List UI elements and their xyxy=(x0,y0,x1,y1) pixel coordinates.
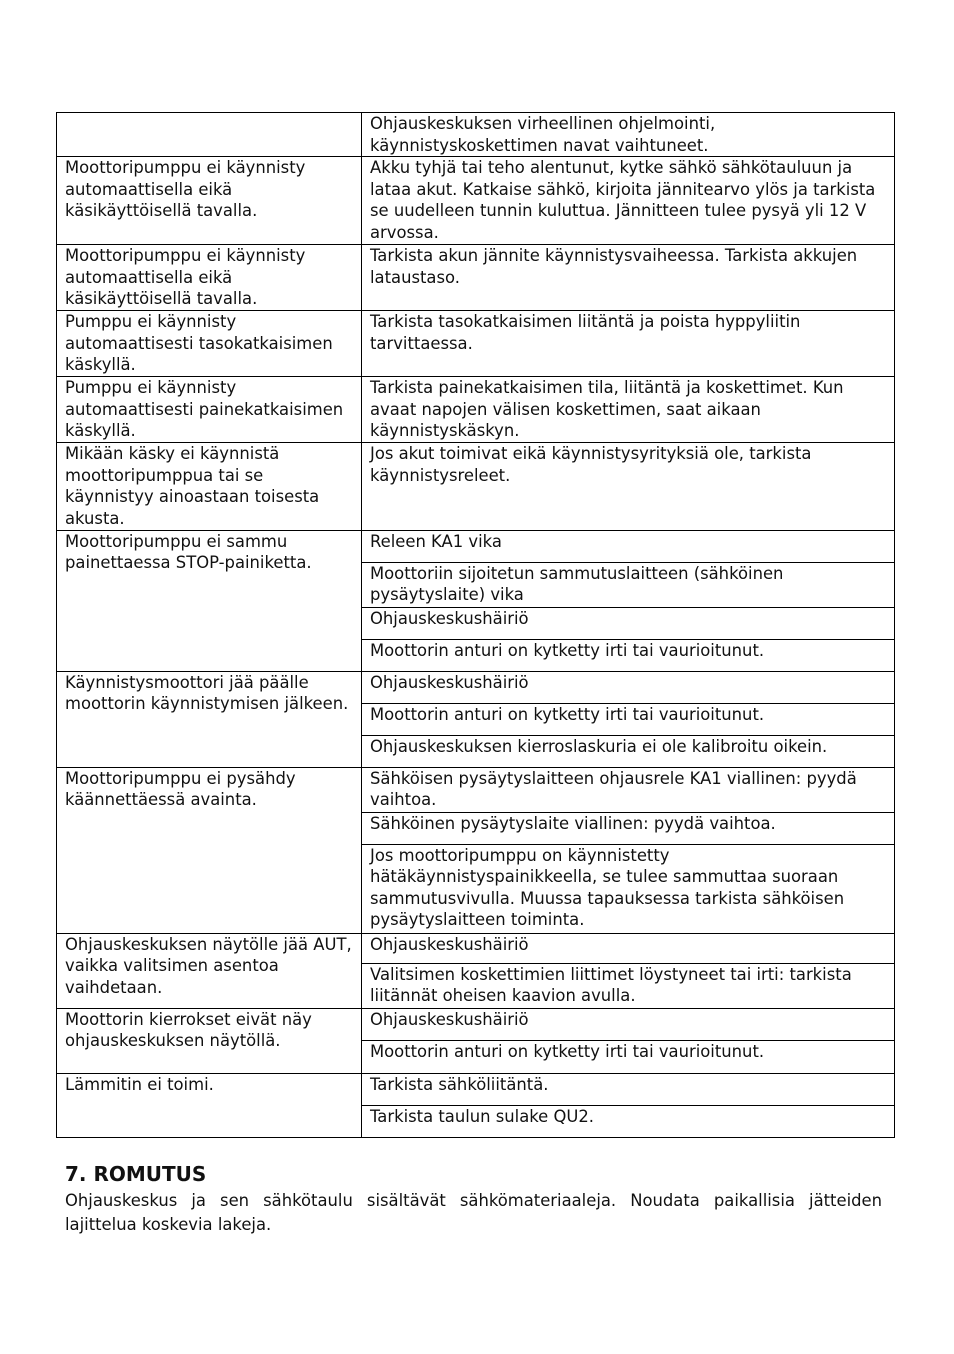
action-cell: Moottorin anturi on kytketty irti tai vaurioitunut. xyxy=(362,703,895,735)
troubleshooting-table-body xyxy=(57,113,895,1138)
action-cell: Moottorin anturi on kytketty irti tai vaurioitunut. xyxy=(362,1040,895,1073)
action-cell: Ohjauskeskuksen kierroslaskuria ei ole kalibroitu oikein. xyxy=(362,735,895,767)
action-cell: Releen KA1 vika xyxy=(362,530,895,562)
symptom-cell: Moottorin kierrokset eivät näy ohjauskeskuksen näytöllä. xyxy=(57,1008,362,1073)
table-row xyxy=(57,767,895,812)
symptom-cell: Ohjauskeskuksen näytölle jää AUT, vaikka valitsimen asentoa vaihdetaan. xyxy=(57,933,362,1008)
symptom-cell xyxy=(57,113,362,157)
table-row xyxy=(57,157,895,245)
action-cell: Ohjauskeskushäiriö xyxy=(362,1008,895,1040)
table-row xyxy=(57,1073,895,1105)
action-cell: Sähköinen pysäytyslaite viallinen: pyydä vaihtoa. xyxy=(362,812,895,844)
symptom-cell: Mikään käsky ei käynnistä moottoripumppua tai se käynnistyy ainoastaan toisesta akusta. xyxy=(57,443,362,530)
action-cell: Tarkista sähköliitäntä. xyxy=(362,1073,895,1105)
action-cell: Tarkista tasokatkaisimen liitäntä ja poista hyppyliitin tarvittaessa. xyxy=(362,311,895,377)
symptom-cell: Pumppu ei käynnisty automaattisesti painekatkaisimen käskyllä. xyxy=(57,377,362,443)
table-row xyxy=(57,1008,895,1040)
action-cell: Jos akut toimivat eikä käynnistysyrityksiä ole, tarkista käynnistysreleet. xyxy=(362,443,895,530)
action-cell: Tarkista taulun sulake QU2. xyxy=(362,1105,895,1137)
table-row xyxy=(57,671,895,703)
troubleshooting-table-container xyxy=(56,112,894,1138)
table-row xyxy=(57,443,895,530)
action-cell: Ohjauskeskushäiriö xyxy=(362,933,895,963)
action-cell: Moottoriin sijoitetun sammutuslaitteen (sähköinen pysäytyslaite) vika xyxy=(362,562,895,607)
symptom-cell: Moottoripumppu ei käynnisty automaattisella eikä käsikäyttöisellä tavalla. xyxy=(57,245,362,311)
table-row xyxy=(57,245,895,311)
symptom-cell: Pumppu ei käynnisty automaattisesti tasokatkaisimen käskyllä. xyxy=(57,311,362,377)
troubleshooting-table xyxy=(56,112,895,1138)
table-row xyxy=(57,530,895,562)
section-title: 7. ROMUTUS xyxy=(65,1162,207,1186)
action-cell: Sähköisen pysäytyslaitteen ohjausrele KA1 viallinen: pyydä vaihtoa. xyxy=(362,767,895,812)
symptom-cell: Moottoripumppu ei pysähdy käännettäessä avainta. xyxy=(57,767,362,933)
action-cell: Ohjauskeskushäiriö xyxy=(362,671,895,703)
symptom-cell: Käynnistysmoottori jää päälle moottorin käynnistymisen jälkeen. xyxy=(57,671,362,767)
symptom-cell: Moottoripumppu ei sammu painettaessa STOP-painiketta. xyxy=(57,530,362,671)
action-cell: Jos moottoripumppu on käynnistetty hätäkäynnistyspainikkeella, se tulee sammuttaa suoraan sammutusvivulla. Muussa tapauksessa tarkista sähköisen pysäytyslaitteen toiminta. xyxy=(362,844,895,933)
symptom-cell: Lämmitin ei toimi. xyxy=(57,1073,362,1137)
section-body: Ohjauskeskus ja sen sähkötaulu sisältävät sähkömateriaaleja. Noudata paikallisia jätteiden lajittelua koskevia lakeja. xyxy=(65,1191,882,1234)
action-cell: Akku tyhjä tai teho alentunut, kytke sähkö sähkötauluun ja lataa akut. Katkaise sähkö, kirjoita jännitearvo ylös ja tarkista se uudelleen tunnin kuluttua. Jännitteen tulee pysyä yli 12 V arvossa. xyxy=(362,157,895,245)
action-cell: Valitsimen koskettimien liittimet löystyneet tai irti: tarkista liitännät oheisen kaavion avulla. xyxy=(362,963,895,1008)
table-row xyxy=(57,311,895,377)
action-cell: Tarkista painekatkaisimen tila, liitäntä ja koskettimet. Kun avaat napojen välisen koskettimen, saat aikaan käynnistyskäskyn. xyxy=(362,377,895,443)
action-cell: Ohjauskeskuksen virheellinen ohjelmointi, käynnistyskoskettimen navat vaihtuneet. xyxy=(362,113,895,157)
symptom-cell: Moottoripumppu ei käynnisty automaattisella eikä käsikäyttöisellä tavalla. xyxy=(57,157,362,245)
action-cell: Ohjauskeskushäiriö xyxy=(362,607,895,639)
table-row xyxy=(57,377,895,443)
table-row xyxy=(57,113,895,157)
action-cell: Moottorin anturi on kytketty irti tai vaurioitunut. xyxy=(362,639,895,671)
table-row xyxy=(57,933,895,963)
action-cell: Tarkista akun jännite käynnistysvaiheessa. Tarkista akkujen lataustaso. xyxy=(362,245,895,311)
